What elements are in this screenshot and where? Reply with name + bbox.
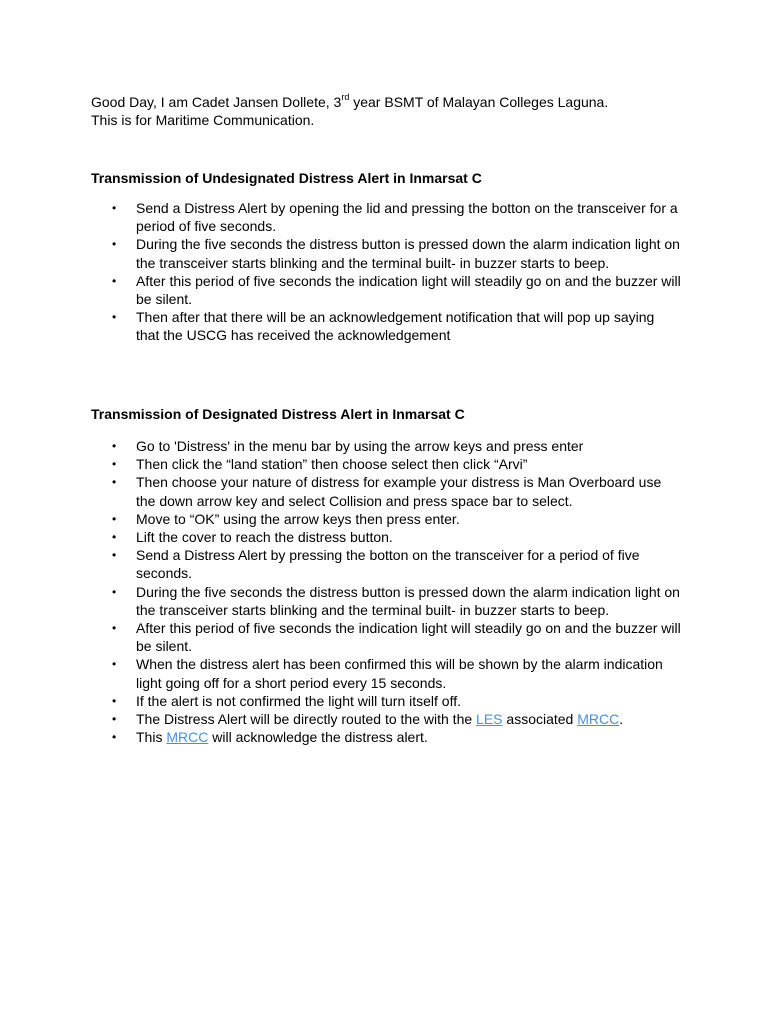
list-item-text: Send a Distress Alert by pressing the botton on the transceiver for a period of five seconds. [136,547,640,582]
list-item [91,272,681,308]
bullet-icon: • [112,201,117,215]
bullet-icon: • [112,475,117,490]
bullet-icon: • [112,439,117,453]
section2-heading: Transmission of Designated Distress Alert in Inmarsat C [91,406,465,422]
intro-line1-rest: year BSMT of Malayan Colleges Laguna. [349,94,609,110]
list-item [91,728,681,746]
list-item-text: During the five seconds the distress button is pressed down the alarm indication light on the transceiver starts blinking and the terminal built- in buzzer starts to beep. [136,583,680,618]
bullet-icon: • [112,693,117,708]
list-item [91,455,681,473]
list-item-text: Then choose your nature of distress for example your distress is Man Overboard use the down arrow key and select Collision and press space bar to select. [136,474,662,509]
list-item [91,710,681,728]
section1-heading: Transmission of Undesignated Distress Alert in Inmarsat C [91,170,482,186]
bullet-icon: • [112,730,117,745]
list-item [91,546,681,582]
bullet-icon: • [112,237,117,252]
list-item-text: Then click the “land station” then choose select then click “Arvi” [136,456,528,473]
list-item [91,655,681,691]
list-item-text: After this period of five seconds the indication light will steadily go on and the buzzer will be silent. [136,272,681,308]
list-item [91,308,681,344]
bullet-icon: • [112,530,117,545]
list-item-text: Then after that there will be an acknowledgement notification that will pop up saying that the USCG has received the acknowledgement [136,309,655,344]
bullet-icon: • [112,712,117,727]
list-item [91,510,681,528]
list-item-text: Send a Distress Alert by opening the lid and pressing the botton on the transceiver for a period of five seconds. [136,200,678,235]
bullet-icon: • [112,511,117,526]
list-item [91,235,681,271]
intro-line1-text: Good Day, I am Cadet Jansen Dollete, 3 [91,94,342,110]
list-item-text-mid: associated [502,711,578,728]
bullet-icon: • [112,548,117,563]
list-item-text: Lift the cover to reach the distress button. [136,529,393,546]
list-item-text-post: will acknowledge the distress alert. [208,729,428,746]
bullet-icon: • [112,310,117,325]
list-item-text: When the distress alert has been confirmed this will be shown by the alarm indication light going off for a short period every 15 seconds. [136,656,663,691]
bullet-icon: • [112,273,117,288]
list-item-text: Go to 'Distress' in the menu bar by using the arrow keys and press enter [136,438,584,454]
list-item [91,583,681,619]
list-item-text: If the alert is not confirmed the light will turn itself off. [136,692,462,709]
list-item-text: After this period of five seconds the indication light will steadily go on and the buzzer will be silent. [136,620,681,655]
list-item-text-pre: The Distress Alert will be directly routed to the with the [136,711,477,728]
intro-line2-text: This is for Maritime Communication. [91,112,315,128]
bullet-icon: • [112,457,117,472]
list-item [91,199,681,235]
bullet-icon: • [112,657,117,672]
list-item-text-pre: This [136,729,167,746]
list-item-text: During the five seconds the distress button is pressed down the alarm indication light on the transceiver starts blinking and the terminal built- in buzzer starts to beep. [136,236,680,271]
mrcc-link[interactable]: MRCC [166,729,209,746]
list-item [91,692,681,710]
list-item-text: Move to “OK” using the arrow keys then press enter. [136,510,460,527]
bullet-icon: • [112,584,117,599]
bullet-icon: • [112,621,117,636]
list-item [91,473,681,509]
intro-paragraph [91,93,711,129]
les-link[interactable]: LES [476,711,503,728]
ordinal-suffix: rd [341,92,350,103]
section1-bullet-list [91,199,681,345]
list-item [91,528,681,546]
list-item-text-post: . [619,711,624,728]
list-item [91,619,681,655]
list-item [91,437,681,455]
mrcc-link[interactable]: MRCC [577,711,620,728]
section2-bullet-list [91,437,681,746]
